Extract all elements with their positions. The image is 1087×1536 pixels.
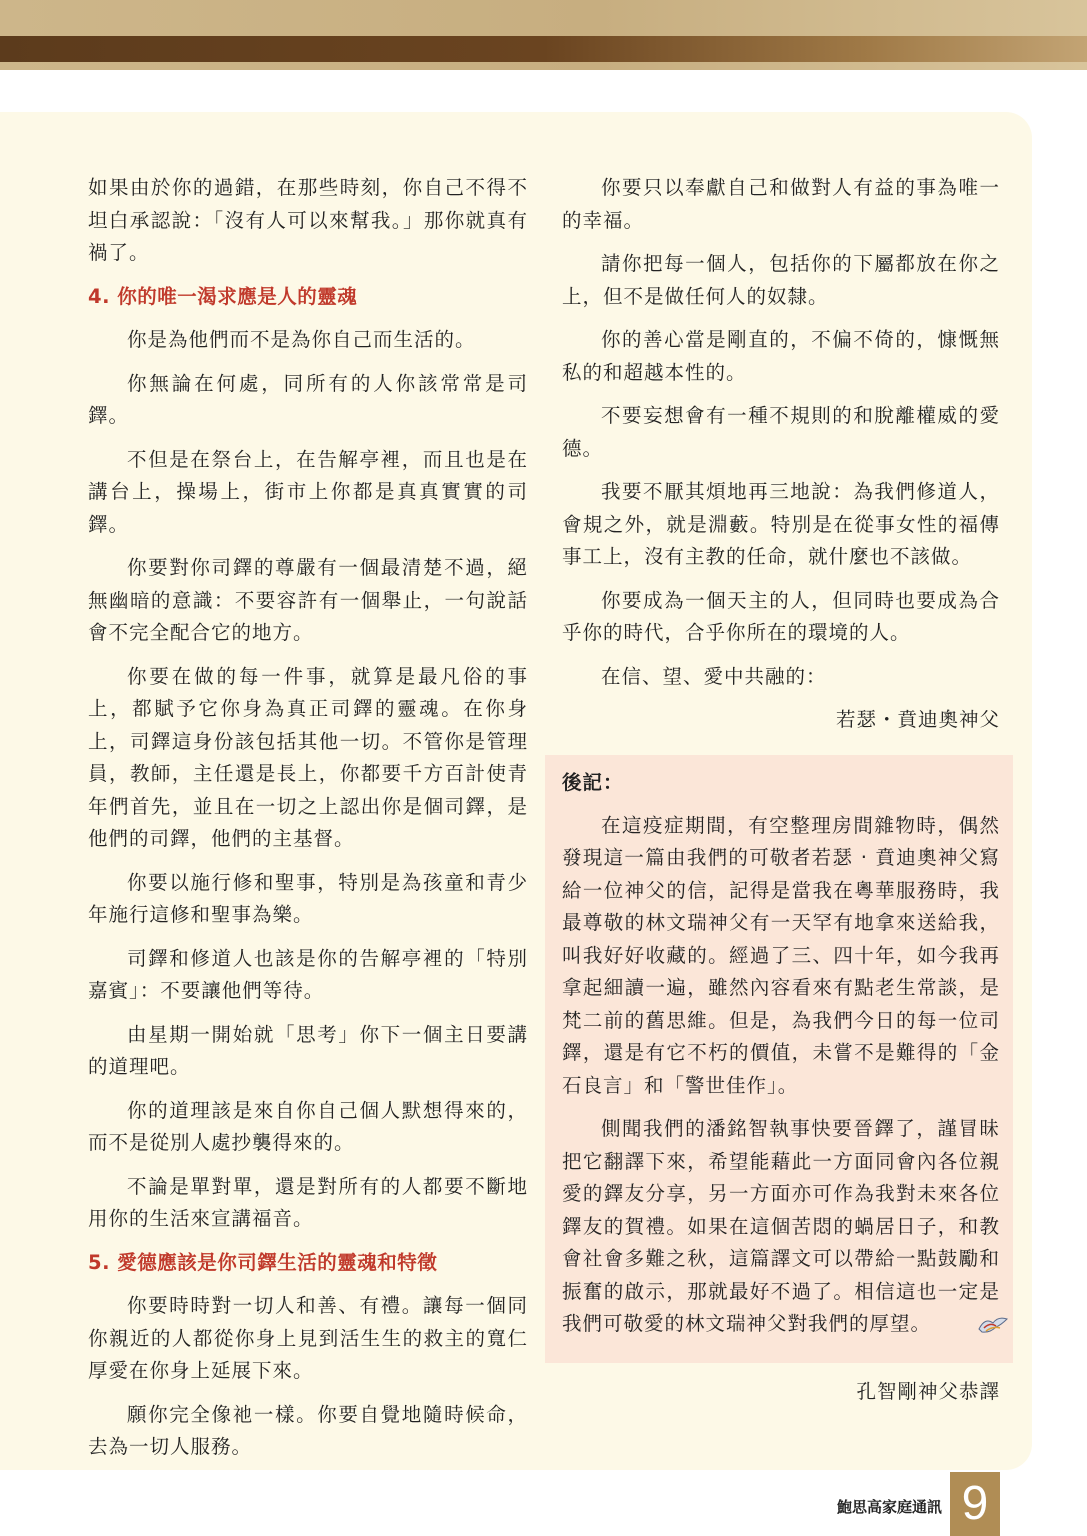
right-column — [562, 172, 1000, 748]
section-heading: 4. 你的唯一渴求應是人的靈魂 — [88, 284, 358, 308]
doves-icon — [937, 1314, 971, 1336]
paragraph: 我要不厭其煩地再三地說：為我們修道人，會規之外，就是淵藪。特別是在從事女性的福傳事工上，沒有主教的任命，就什麼也不該做。 — [562, 480, 1000, 568]
header-stripe — [0, 36, 1087, 62]
paragraph: 你要以施行修和聖事，特別是為孩童和青少年施行這修和聖事為樂。 — [88, 870, 528, 926]
paragraph — [562, 1113, 1000, 1341]
paragraph: 你要對你司鐸的尊嚴有一個最清楚不過，絕無幽暗的意識：不要容許有一個舉止，一句說話會不完全配合它的地方。 — [88, 556, 528, 644]
paragraph: 願你完全像祂一樣。你要自覺地隨時候命，去為一切人服務。 — [88, 1402, 528, 1458]
translator-credit: 孔智剛神父恭譯 — [856, 1380, 1000, 1403]
page-number: 9 — [950, 1472, 1000, 1536]
paragraph: 你的善心當是剛直的，不偏不倚的，慷慨無私的和超越本性的。 — [562, 328, 1000, 384]
paragraph: 不但是在祭台上，在告解亭裡，而且也是在講台上，操場上，街市上你都是真真實實的司鐸。 — [88, 447, 528, 536]
paragraph-text: 側聞我們的潘銘智執事快要晉鐸了，謹冒昧把它翻譯下來，希望能藉此一方面同會內各位親愛的鐸友分享，另一方面亦可作為我對未來各位鐸友的賀禮。如果在這個苦悶的蝸居日子，和教會社會多難之秋，這篇譯文可以帶給一點鼓勵和振奮的啟示，那就最好不過了。相信這也一定是我們可敬愛的林文瑞神父對我們的厚望。 — [562, 1117, 1000, 1335]
paragraph: 你無論在何處，同所有的人你該常常是司鐸。 — [88, 371, 528, 427]
signature: 若瑟・賁迪奧神父 — [835, 708, 1000, 731]
paragraph: 你是為他們而不是為你自己而生活的。 — [127, 328, 476, 351]
paragraph: 由星期一開始就「思考」你下一個主日要講的道理吧。 — [88, 1022, 528, 1078]
postscript-box — [545, 755, 1013, 1363]
paragraph: 你要時時對一切人和善、有禮。讓每一個同你親近的人都從你身上見到活生生的救主的寬仁厚愛在你身上延展下來。 — [88, 1294, 528, 1382]
postscript-heading: 後記： — [562, 771, 624, 794]
paragraph: 在信、望、愛中共融的： — [601, 664, 827, 688]
section-heading: 5. 愛德應該是你司鐸生活的靈魂和特徵 — [88, 1250, 438, 1274]
paragraph: 你要在做的每一件事，就算是最凡俗的事上，都賦予它你身為真正司鐸的靈魂。在你身上，司鐸這身份該包括其他一切。不管你是管理員，教師，主任還是長上，你都要千方百計使青年們首先，並且在一切之上認出你是個司鐸，是他們的司鐸，他們的主基督。 — [88, 664, 528, 850]
paragraph: 你要只以奉獻自己和做對人有益的事為唯一的幸福。 — [562, 176, 1000, 232]
paragraph: 不論是單對單，還是對所有的人都要不斷地用你的生活來宣講福音。 — [88, 1174, 528, 1230]
paragraph: 在這疫症期間，有空整理房間雜物時，偶然發現這一篇由我們的可敬者若瑟 ‧ 賁迪奧神父寫給一位神父的信，記得是當我在粵華服務時，我最尊敬的林文瑞神父有一天罕有地拿來送給我，叫我好好收藏的。經過了三、四十年，如今我再拿起細讀一遍，雖然內容看來有點老生常談，是梵二前的舊思維。但是，為我們今日的每一位司鐸，還是有它不朽的價值，未嘗不是難得的「金石良言」和「警世佳作」。 — [562, 813, 1000, 1097]
paragraph: 如果由於你的過錯，在那些時刻，你自己不得不坦白承認說：「沒有人可以來幫我。」那你就真有禍了。 — [88, 176, 528, 264]
paragraph: 司鐸和修道人也該是你的告解亭裡的「特別嘉賓」：不要讓他們等待。 — [88, 946, 528, 1002]
paragraph: 你要成為一個天主的人，但同時也要成為合乎你的時代，合乎你所在的環境的人。 — [562, 588, 1000, 644]
left-column — [88, 172, 528, 1475]
paragraph: 請你把每一個人，包括你的下屬都放在你之上，但不是做任何人的奴隸。 — [562, 252, 1000, 308]
paragraph: 不要妄想會有一種不規則的和脫離權威的愛德。 — [562, 404, 1000, 460]
paragraph: 你的道理該是來自你自己個人默想得來的，而不是從別人處抄襲得來的。 — [88, 1098, 528, 1154]
publication-title: 鮑思高家庭通訊 — [836, 1498, 942, 1516]
